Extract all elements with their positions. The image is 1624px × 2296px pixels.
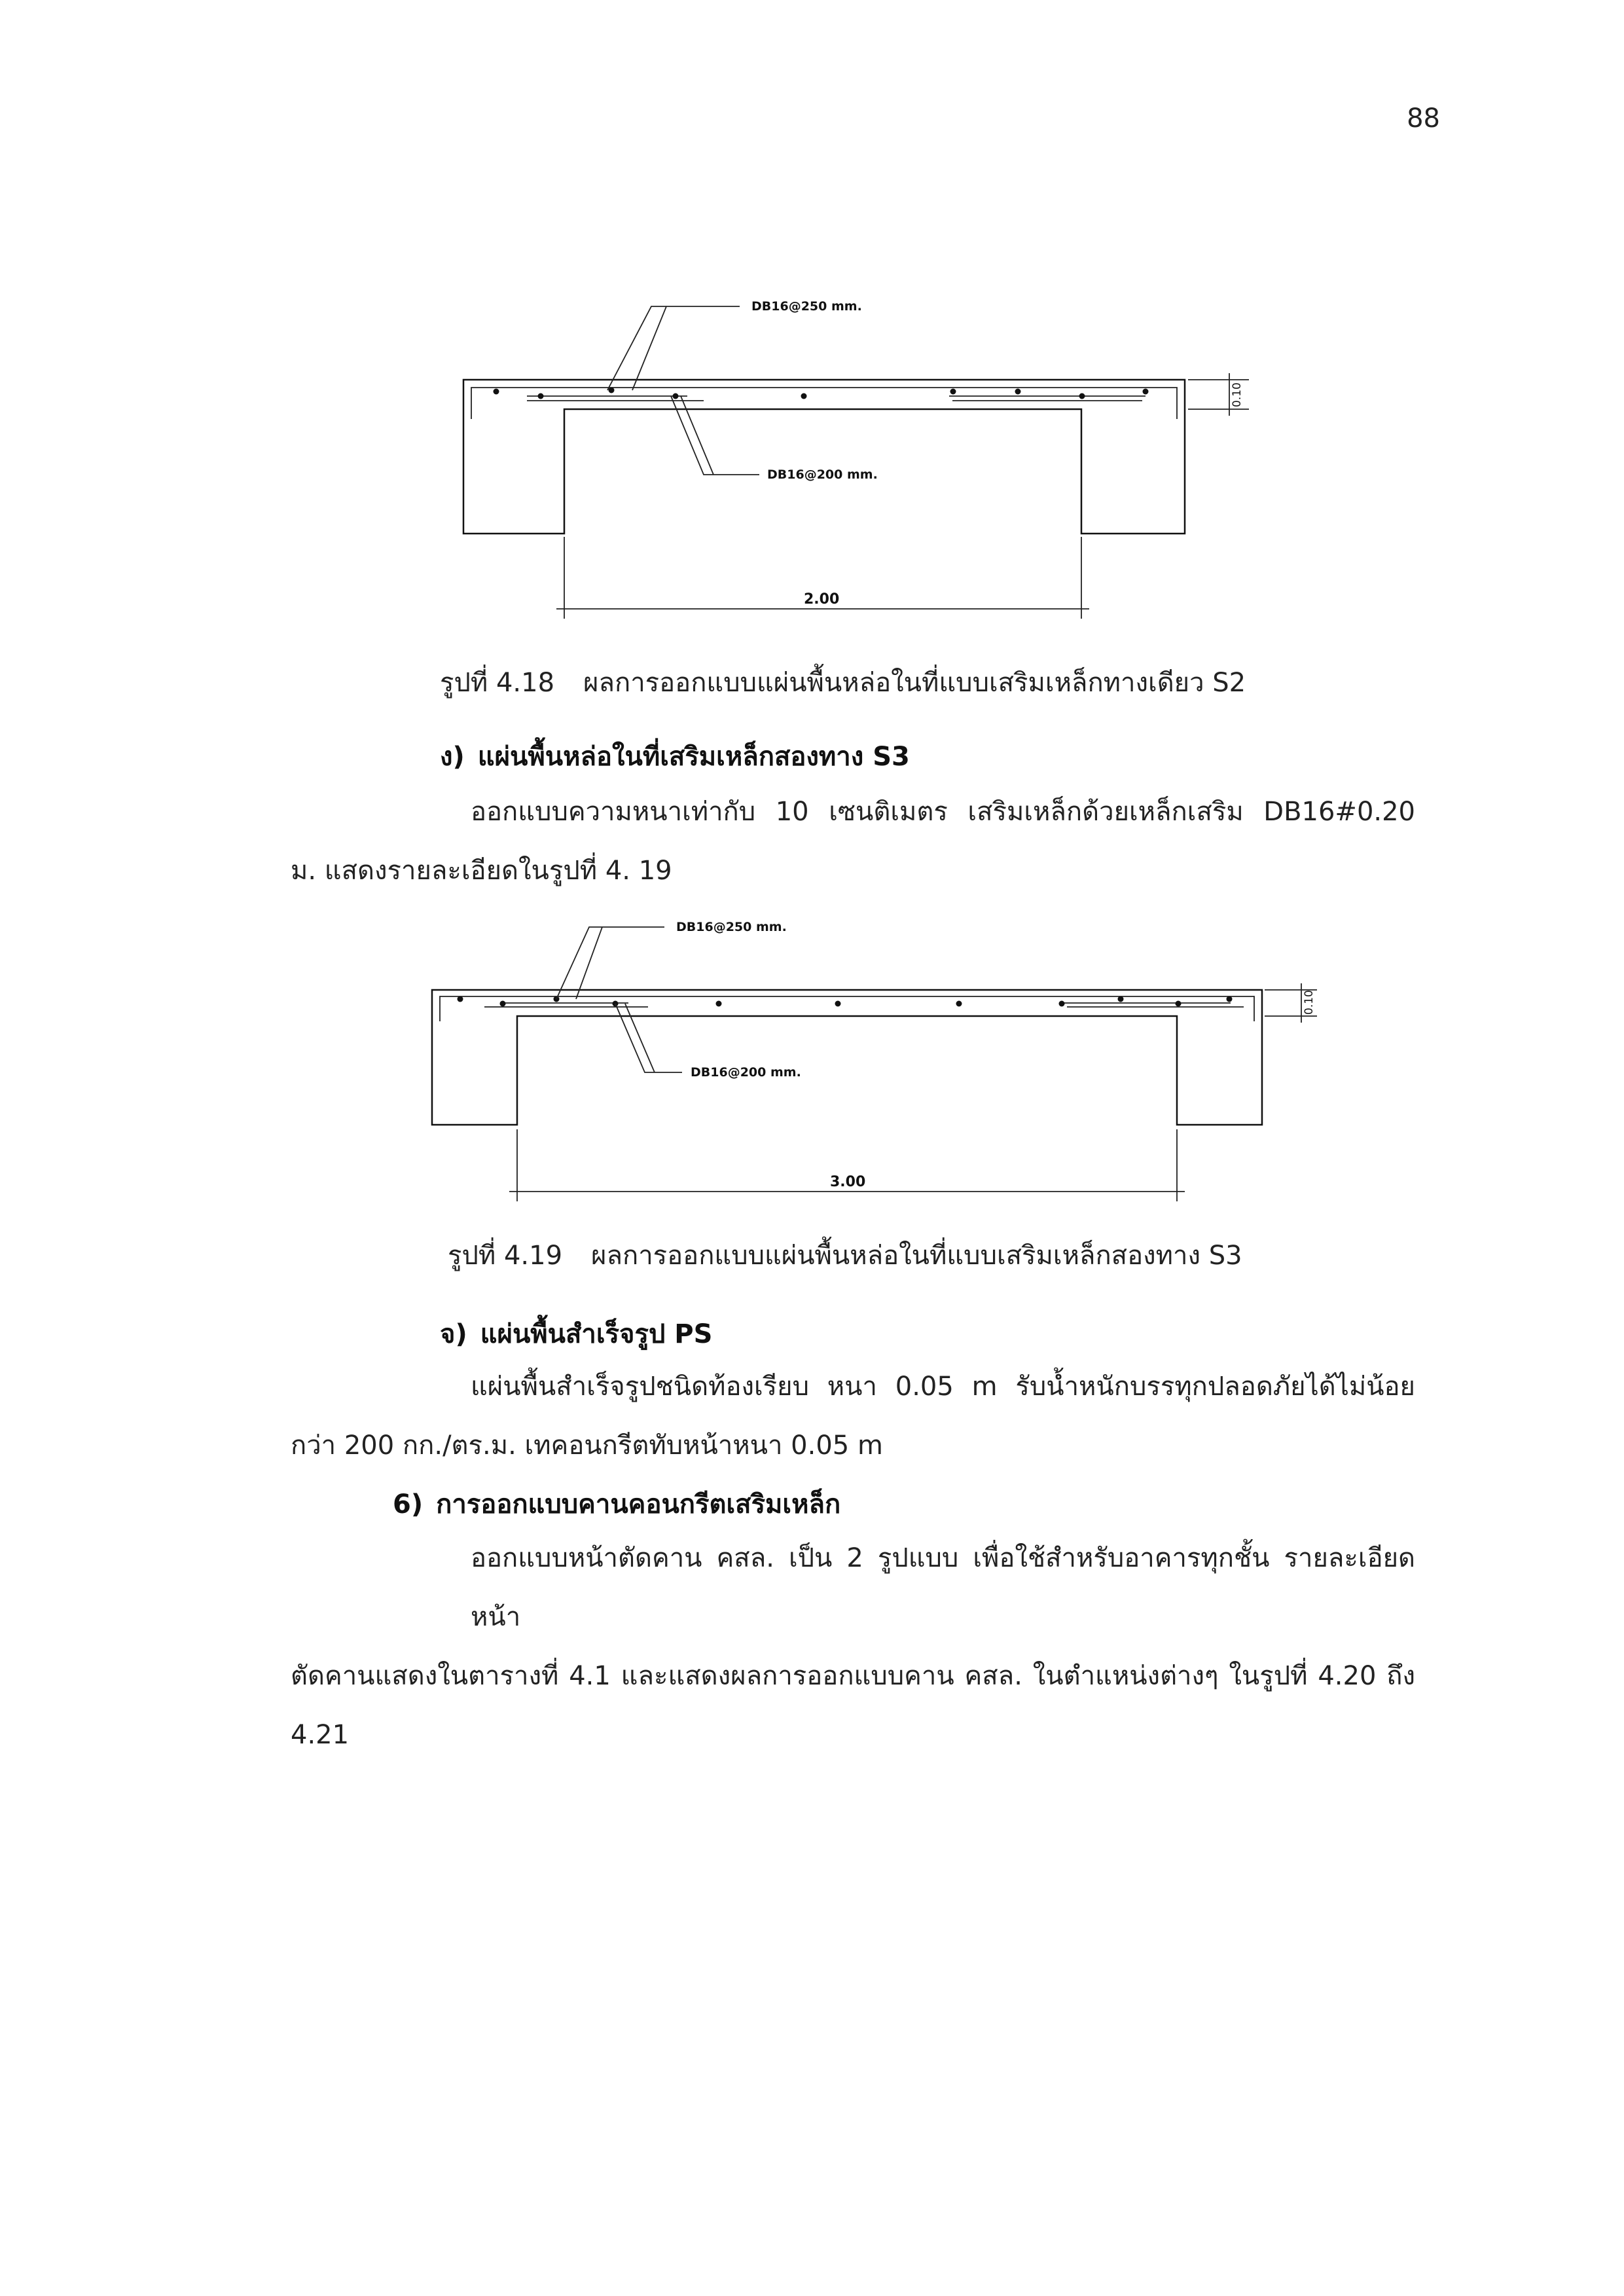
slab-s3-outline bbox=[432, 990, 1262, 1125]
leader-bottom-s3 bbox=[615, 1004, 682, 1072]
heading-title: แผ่นพื้นสำเร็จรูป PS bbox=[480, 1319, 713, 1349]
label-top-s2: DB16@250 mm. bbox=[751, 299, 862, 314]
slab-s3-top-bar bbox=[440, 996, 1254, 1021]
label-bottom-s2: DB16@200 mm. bbox=[767, 467, 878, 482]
heading-marker: จ) bbox=[440, 1319, 467, 1349]
paragraph-section-6 bbox=[291, 1529, 1415, 1764]
caption-figure-4-19 bbox=[448, 1234, 1242, 1276]
paragraph-line: กว่า 200 กก./ตร.ม. เทคอนกรีตทับหน้าหนา 0.05 m bbox=[291, 1430, 883, 1461]
heading-section-ng bbox=[440, 735, 910, 777]
paragraph-section-jo bbox=[291, 1357, 1415, 1475]
page-number: 88 bbox=[1407, 103, 1440, 134]
paragraph-line: ออกแบบหน้าตัดคาน คสล. เป็น 2 รูปแบบ เพื่อใช้สำหรับอาคารทุกชั้น รายละเอียดหน้า bbox=[471, 1543, 1415, 1632]
paragraph-line: ม. แสดงรายละเอียดในรูปที่ 4. 19 bbox=[291, 856, 672, 886]
caption-number: รูปที่ 4.19 bbox=[448, 1241, 563, 1271]
heading-title: การออกแบบคานคอนกรีตเสริมเหล็ก bbox=[436, 1489, 841, 1520]
caption-text: ผลการออกแบบแผ่นพื้นหล่อในที่แบบเสริมเหล็กทางเดียว S2 bbox=[583, 668, 1246, 698]
caption-figure-4-18 bbox=[440, 661, 1246, 703]
slab-s3-section-drawing bbox=[0, 903, 1624, 1218]
label-top-s3: DB16@250 mm. bbox=[676, 920, 787, 934]
paragraph-line: ออกแบบความหนาเท่ากับ 10 เซนติเมตร เสริมเหล็กด้วยเหล็กเสริม DB16#0.20 bbox=[471, 797, 1415, 827]
paragraph-line: 4.21 bbox=[291, 1720, 350, 1750]
paragraph-section-ng bbox=[291, 782, 1415, 900]
span-label-s3: 3.00 bbox=[830, 1174, 866, 1190]
leader-top-s3 bbox=[556, 927, 664, 999]
paragraph-line: ตัดคานแสดงในตารางที่ 4.1 และแสดงผลการออกแบบคาน คสล. ในตำแหน่งต่างๆ ในรูปที่ 4.20 ถึง bbox=[291, 1661, 1415, 1691]
paragraph-line: แผ่นพื้นสำเร็จรูปชนิดท้องเรียบ หนา 0.05 m รับน้ำหนักบรรทุกปลอดภัยได้ไม่น้อย bbox=[471, 1372, 1415, 1402]
caption-number: รูปที่ 4.18 bbox=[440, 668, 555, 698]
figure-4-18 bbox=[0, 0, 1624, 655]
thickness-label-s2: 0.10 bbox=[1231, 382, 1244, 407]
slab-s2-section-drawing bbox=[0, 0, 1624, 655]
slab-s3-rebar-dots bbox=[458, 996, 1233, 1007]
heading-section-jo bbox=[440, 1313, 712, 1355]
heading-marker: ง) bbox=[440, 742, 465, 772]
slab-s2-top-bar bbox=[471, 388, 1177, 419]
thickness-label-s3: 0.10 bbox=[1303, 990, 1316, 1015]
leader-top-s2 bbox=[607, 306, 740, 390]
span-dim-s3 bbox=[509, 1129, 1185, 1201]
slab-s2-rebar-dots bbox=[494, 388, 1149, 399]
heading-marker: 6) bbox=[393, 1489, 424, 1520]
heading-section-6 bbox=[393, 1483, 840, 1525]
caption-text: ผลการออกแบบแผ่นพื้นหล่อในที่แบบเสริมเหล็กสองทาง S3 bbox=[591, 1241, 1242, 1271]
slab-s2-outline bbox=[463, 380, 1185, 534]
label-bottom-s3: DB16@200 mm. bbox=[691, 1065, 801, 1080]
heading-title: แผ่นพื้นหล่อในที่เสริมเหล็กสองทาง S3 bbox=[477, 742, 910, 772]
leader-bottom-s2 bbox=[671, 396, 759, 475]
figure-4-19 bbox=[0, 903, 1624, 1218]
span-label-s2: 2.00 bbox=[804, 591, 840, 608]
